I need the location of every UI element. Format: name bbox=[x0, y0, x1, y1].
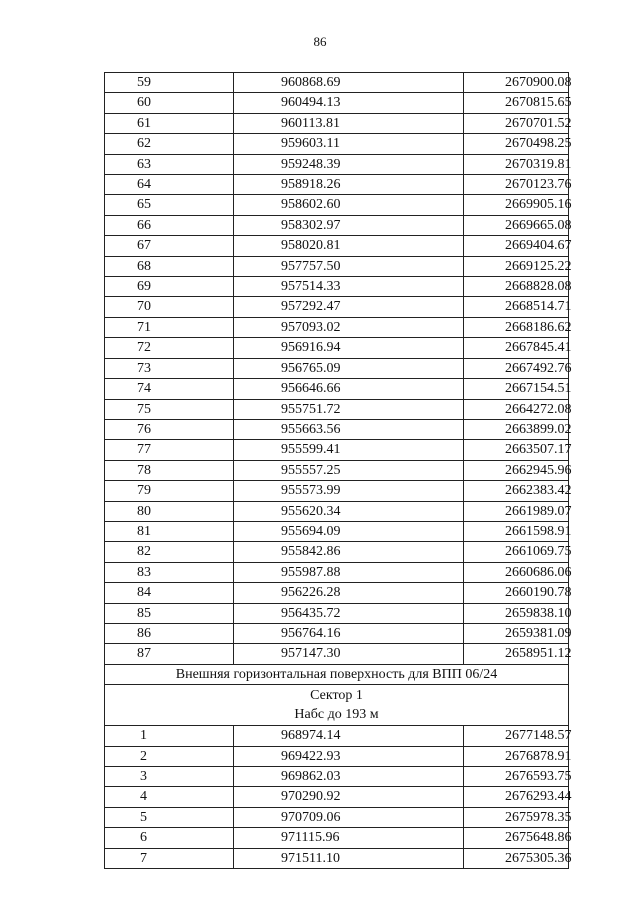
x-coordinate-cell: 956765.09 bbox=[234, 358, 464, 378]
point-number-cell: 81 bbox=[105, 521, 234, 541]
point-number-cell: 62 bbox=[105, 134, 234, 154]
table-row bbox=[105, 440, 569, 460]
table-row bbox=[105, 726, 569, 746]
x-coordinate-cell: 955987.88 bbox=[234, 562, 464, 582]
x-coordinate-cell: 957514.33 bbox=[234, 277, 464, 297]
x-coordinate-cell: 971115.96 bbox=[234, 828, 464, 848]
point-number-cell: 66 bbox=[105, 215, 234, 235]
y-coordinate-cell: 2660686.06 bbox=[464, 562, 569, 582]
sector-height: Набс до 193 м bbox=[294, 707, 379, 723]
table-row bbox=[105, 175, 569, 195]
x-coordinate-cell: 969422.93 bbox=[234, 746, 464, 766]
x-coordinate-cell: 958918.26 bbox=[234, 175, 464, 195]
x-coordinate-cell: 970290.92 bbox=[234, 787, 464, 807]
table-row bbox=[105, 562, 569, 582]
table-row bbox=[105, 419, 569, 439]
table-row bbox=[105, 338, 569, 358]
table-row bbox=[105, 256, 569, 276]
point-number-cell: 72 bbox=[105, 338, 234, 358]
table-row bbox=[105, 481, 569, 501]
x-coordinate-cell: 956226.28 bbox=[234, 583, 464, 603]
y-coordinate-cell: 2669125.22 bbox=[464, 256, 569, 276]
x-coordinate-cell: 970709.06 bbox=[234, 807, 464, 827]
y-coordinate-cell: 2676878.91 bbox=[464, 746, 569, 766]
x-coordinate-cell: 959603.11 bbox=[234, 134, 464, 154]
point-number-cell: 60 bbox=[105, 93, 234, 113]
x-coordinate-cell: 956916.94 bbox=[234, 338, 464, 358]
x-coordinate-cell: 969862.03 bbox=[234, 767, 464, 787]
x-coordinate-cell: 955557.25 bbox=[234, 460, 464, 480]
table-row bbox=[105, 399, 569, 419]
table-row bbox=[105, 93, 569, 113]
sector-heading-row bbox=[105, 685, 569, 726]
y-coordinate-cell: 2661598.91 bbox=[464, 521, 569, 541]
table-row bbox=[105, 644, 569, 664]
coordinates-table-body-upper bbox=[105, 73, 572, 665]
page-number: 86 bbox=[313, 34, 327, 49]
y-coordinate-cell: 2659838.10 bbox=[464, 603, 569, 623]
x-coordinate-cell: 956646.66 bbox=[234, 379, 464, 399]
table-row bbox=[105, 542, 569, 562]
table-row bbox=[105, 215, 569, 235]
y-coordinate-cell: 2663507.17 bbox=[464, 440, 569, 460]
table-row bbox=[105, 787, 569, 807]
x-coordinate-cell: 958602.60 bbox=[234, 195, 464, 215]
y-coordinate-cell: 2670123.76 bbox=[464, 175, 569, 195]
point-number-cell: 1 bbox=[105, 726, 234, 746]
table-row bbox=[105, 154, 569, 174]
point-number-cell: 82 bbox=[105, 542, 234, 562]
x-coordinate-cell: 955694.09 bbox=[234, 521, 464, 541]
y-coordinate-cell: 2670319.81 bbox=[464, 154, 569, 174]
point-number-cell: 6 bbox=[105, 828, 234, 848]
y-coordinate-cell: 2662945.96 bbox=[464, 460, 569, 480]
table-row bbox=[105, 501, 569, 521]
table-row bbox=[105, 195, 569, 215]
table-row bbox=[105, 317, 569, 337]
table-row bbox=[105, 358, 569, 378]
x-coordinate-cell: 957292.47 bbox=[234, 297, 464, 317]
point-number-cell: 80 bbox=[105, 501, 234, 521]
x-coordinate-cell: 959248.39 bbox=[234, 154, 464, 174]
point-number-cell: 78 bbox=[105, 460, 234, 480]
x-coordinate-cell: 960113.81 bbox=[234, 113, 464, 133]
point-number-cell: 70 bbox=[105, 297, 234, 317]
x-coordinate-cell: 955842.86 bbox=[234, 542, 464, 562]
y-coordinate-cell: 2661989.07 bbox=[464, 501, 569, 521]
x-coordinate-cell: 968974.14 bbox=[234, 726, 464, 746]
point-number-cell: 69 bbox=[105, 277, 234, 297]
y-coordinate-cell: 2675305.36 bbox=[464, 848, 569, 868]
section-heading: Внешняя горизонтальная поверхность для ВПП 06/24 bbox=[105, 664, 569, 684]
point-number-cell: 64 bbox=[105, 175, 234, 195]
y-coordinate-cell: 2660190.78 bbox=[464, 583, 569, 603]
x-coordinate-cell: 955663.56 bbox=[234, 419, 464, 439]
point-number-cell: 84 bbox=[105, 583, 234, 603]
y-coordinate-cell: 2667492.76 bbox=[464, 358, 569, 378]
y-coordinate-cell: 2676293.44 bbox=[464, 787, 569, 807]
x-coordinate-cell: 955573.99 bbox=[234, 481, 464, 501]
table-row bbox=[105, 603, 569, 623]
y-coordinate-cell: 2670498.25 bbox=[464, 134, 569, 154]
y-coordinate-cell: 2667845.41 bbox=[464, 338, 569, 358]
table-row bbox=[105, 521, 569, 541]
point-number-cell: 68 bbox=[105, 256, 234, 276]
y-coordinate-cell: 2668828.08 bbox=[464, 277, 569, 297]
y-coordinate-cell: 2670900.08 bbox=[464, 73, 569, 93]
sector-heading bbox=[105, 685, 569, 726]
point-number-cell: 77 bbox=[105, 440, 234, 460]
point-number-cell: 79 bbox=[105, 481, 234, 501]
x-coordinate-cell: 955620.34 bbox=[234, 501, 464, 521]
point-number-cell: 71 bbox=[105, 317, 234, 337]
point-number-cell: 7 bbox=[105, 848, 234, 868]
point-number-cell: 61 bbox=[105, 113, 234, 133]
y-coordinate-cell: 2667154.51 bbox=[464, 379, 569, 399]
point-number-cell: 63 bbox=[105, 154, 234, 174]
point-number-cell: 4 bbox=[105, 787, 234, 807]
section-heading-row bbox=[105, 664, 569, 684]
table-row bbox=[105, 807, 569, 827]
table-row bbox=[105, 73, 569, 93]
point-number-cell: 67 bbox=[105, 236, 234, 256]
table-row bbox=[105, 379, 569, 399]
x-coordinate-cell: 956764.16 bbox=[234, 623, 464, 643]
y-coordinate-cell: 2676593.75 bbox=[464, 767, 569, 787]
x-coordinate-cell: 955751.72 bbox=[234, 399, 464, 419]
table-row bbox=[105, 297, 569, 317]
x-coordinate-cell: 971511.10 bbox=[234, 848, 464, 868]
table-row bbox=[105, 623, 569, 643]
table-row bbox=[105, 828, 569, 848]
sector-title: Сектор 1 bbox=[310, 688, 363, 704]
x-coordinate-cell: 958020.81 bbox=[234, 236, 464, 256]
point-number-cell: 5 bbox=[105, 807, 234, 827]
table-row bbox=[105, 460, 569, 480]
y-coordinate-cell: 2661069.75 bbox=[464, 542, 569, 562]
y-coordinate-cell: 2668186.62 bbox=[464, 317, 569, 337]
y-coordinate-cell: 2659381.09 bbox=[464, 623, 569, 643]
x-coordinate-cell: 960494.13 bbox=[234, 93, 464, 113]
y-coordinate-cell: 2668514.71 bbox=[464, 297, 569, 317]
table-row bbox=[105, 134, 569, 154]
point-number-cell: 65 bbox=[105, 195, 234, 215]
coordinates-table-body-lower bbox=[105, 726, 572, 869]
y-coordinate-cell: 2662383.42 bbox=[464, 481, 569, 501]
y-coordinate-cell: 2669404.67 bbox=[464, 236, 569, 256]
y-coordinate-cell: 2675978.35 bbox=[464, 807, 569, 827]
table-row bbox=[105, 848, 569, 868]
point-number-cell: 86 bbox=[105, 623, 234, 643]
point-number-cell: 83 bbox=[105, 562, 234, 582]
point-number-cell: 73 bbox=[105, 358, 234, 378]
x-coordinate-cell: 957093.02 bbox=[234, 317, 464, 337]
y-coordinate-cell: 2675648.86 bbox=[464, 828, 569, 848]
point-number-cell: 75 bbox=[105, 399, 234, 419]
y-coordinate-cell: 2669665.08 bbox=[464, 215, 569, 235]
x-coordinate-cell: 957757.50 bbox=[234, 256, 464, 276]
table-row bbox=[105, 113, 569, 133]
y-coordinate-cell: 2664272.08 bbox=[464, 399, 569, 419]
table-row bbox=[105, 277, 569, 297]
point-number-cell: 76 bbox=[105, 419, 234, 439]
table-row bbox=[105, 746, 569, 766]
point-number-cell: 85 bbox=[105, 603, 234, 623]
x-coordinate-cell: 957147.30 bbox=[234, 644, 464, 664]
y-coordinate-cell: 2670815.65 bbox=[464, 93, 569, 113]
y-coordinate-cell: 2669905.16 bbox=[464, 195, 569, 215]
coordinates-table bbox=[104, 72, 572, 869]
point-number-cell: 3 bbox=[105, 767, 234, 787]
x-coordinate-cell: 955599.41 bbox=[234, 440, 464, 460]
section-heading-group bbox=[105, 664, 569, 725]
x-coordinate-cell: 958302.97 bbox=[234, 215, 464, 235]
y-coordinate-cell: 2670701.52 bbox=[464, 113, 569, 133]
x-coordinate-cell: 960868.69 bbox=[234, 73, 464, 93]
point-number-cell: 59 bbox=[105, 73, 234, 93]
table-row bbox=[105, 767, 569, 787]
point-number-cell: 87 bbox=[105, 644, 234, 664]
x-coordinate-cell: 956435.72 bbox=[234, 603, 464, 623]
point-number-cell: 74 bbox=[105, 379, 234, 399]
table-row bbox=[105, 236, 569, 256]
table-row bbox=[105, 583, 569, 603]
y-coordinate-cell: 2677148.57 bbox=[464, 726, 569, 746]
y-coordinate-cell: 2663899.02 bbox=[464, 419, 569, 439]
y-coordinate-cell: 2658951.12 bbox=[464, 644, 569, 664]
point-number-cell: 2 bbox=[105, 746, 234, 766]
